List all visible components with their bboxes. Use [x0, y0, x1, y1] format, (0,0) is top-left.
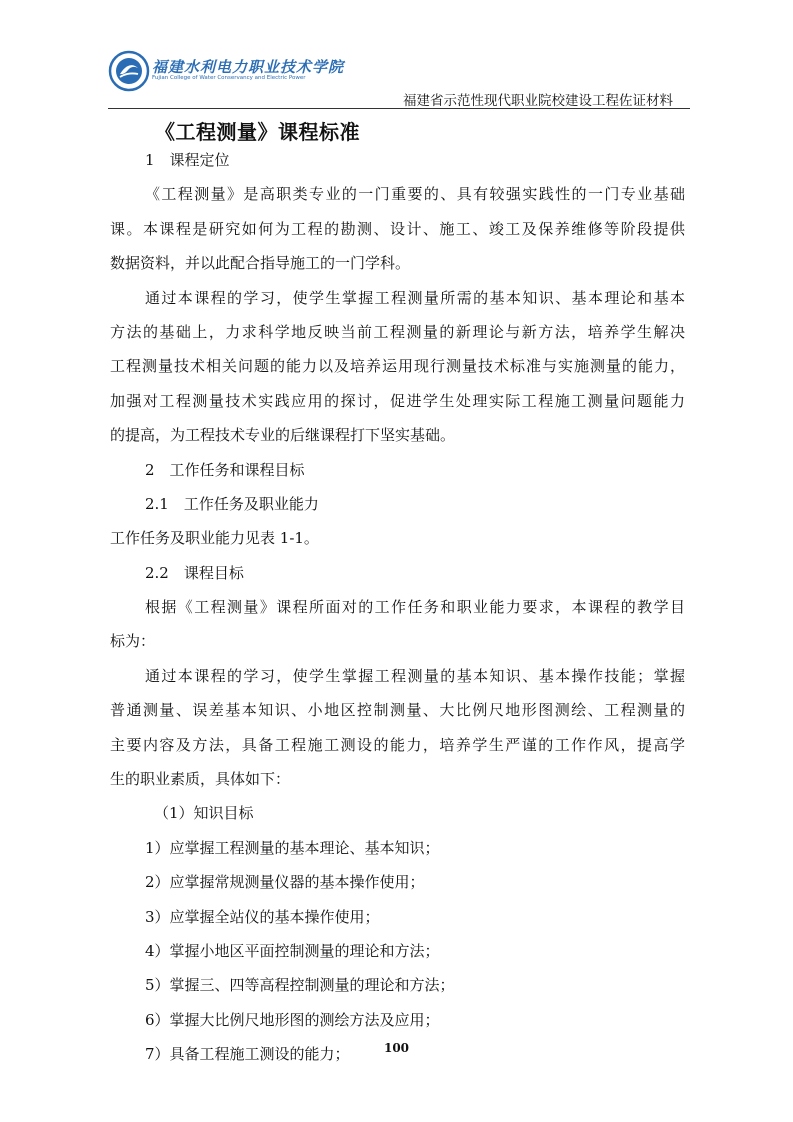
body-line: 通过本课程的学习，使学生掌握工程测量的基本知识、基本操作技能；掌握 — [145, 666, 685, 685]
body-line: 通过本课程的学习，使学生掌握工程测量所需的基本知识、基本理论和基本 — [145, 288, 685, 307]
body-line: 数据资料，并以此配合指导施工的一门学科。 — [110, 254, 411, 273]
college-emblem-icon — [108, 50, 150, 92]
body-line: 的提高，为工程技术专业的后继课程打下坚实基础。 — [110, 426, 456, 445]
body-line: 5）掌握三、四等高程控制测量的理论和方法； — [145, 976, 455, 995]
body-line: 生的职业素质，具体如下： — [110, 770, 291, 789]
header-title: 福建省示范性现代职业院校建设工程佐证材料 — [403, 93, 673, 109]
body-line: 6）掌握大比例尺地形图的测绘方法及应用； — [145, 1010, 440, 1029]
body-line: 2）应掌握常规测量仪器的基本操作使用； — [145, 873, 425, 892]
body-line: 课。本课程是研究如何为工程的勘测、设计、施工、竣工及保养维修等阶段提供 — [110, 219, 685, 238]
body-line: 加强对工程测量技术实践应用的探讨，促进学生处理实际工程施工测量问题能力 — [110, 391, 685, 410]
body-line: 工作任务及职业能力见表 1-1。 — [110, 529, 319, 548]
document-body — [110, 143, 685, 1072]
body-line: 2 工作任务和课程目标 — [145, 460, 305, 479]
body-line: （1）知识目标 — [154, 804, 254, 823]
body-line: 1）应掌握工程测量的基本理论、基本知识； — [145, 838, 440, 857]
body-line: 根据《工程测量》课程所面对的工作任务和职业能力要求，本课程的教学目 — [145, 598, 685, 617]
body-line: 方法的基础上，力求科学地反映当前工程测量的新理论与新方法，培养学生解决 — [110, 322, 685, 341]
body-line: 普通测量、误差基本知识、小地区控制测量、大比例尺地形图测绘、工程测量的 — [110, 701, 685, 720]
body-line: 2.1 工作任务及职业能力 — [145, 494, 319, 513]
body-line: 7）具备工程施工测设的能力； — [145, 1045, 350, 1064]
college-logo — [108, 50, 345, 92]
body-line: 2.2 课程目标 — [145, 563, 244, 582]
body-line: 《工程测量》是高职类专业的一门重要的、具有较强实践性的一门专业基础 — [145, 185, 685, 204]
body-line: 4）掌握小地区平面控制测量的理论和方法； — [145, 941, 440, 960]
document-title: 《工程测量》课程标准 — [155, 120, 360, 144]
header-divider — [108, 108, 690, 109]
body-line: 1 课程定位 — [145, 151, 230, 169]
body-line: 主要内容及方法，具备工程施工测设的能力，培养学生严谨的工作作风，提高学 — [110, 735, 685, 754]
page-number: 100 — [383, 1041, 410, 1055]
body-line: 工程测量技术相关问题的能力以及培养运用现行测量技术标准与实施测量的能力， — [110, 357, 685, 376]
logo-english-name: Fujian College of Water Conservancy and Electric Power — [152, 75, 306, 81]
body-line: 3）应掌握全站仪的基本操作使用； — [145, 907, 380, 926]
logo-chinese-name: 福建水利电力职业技术学院 — [152, 58, 345, 76]
body-line: 标为： — [110, 632, 156, 651]
